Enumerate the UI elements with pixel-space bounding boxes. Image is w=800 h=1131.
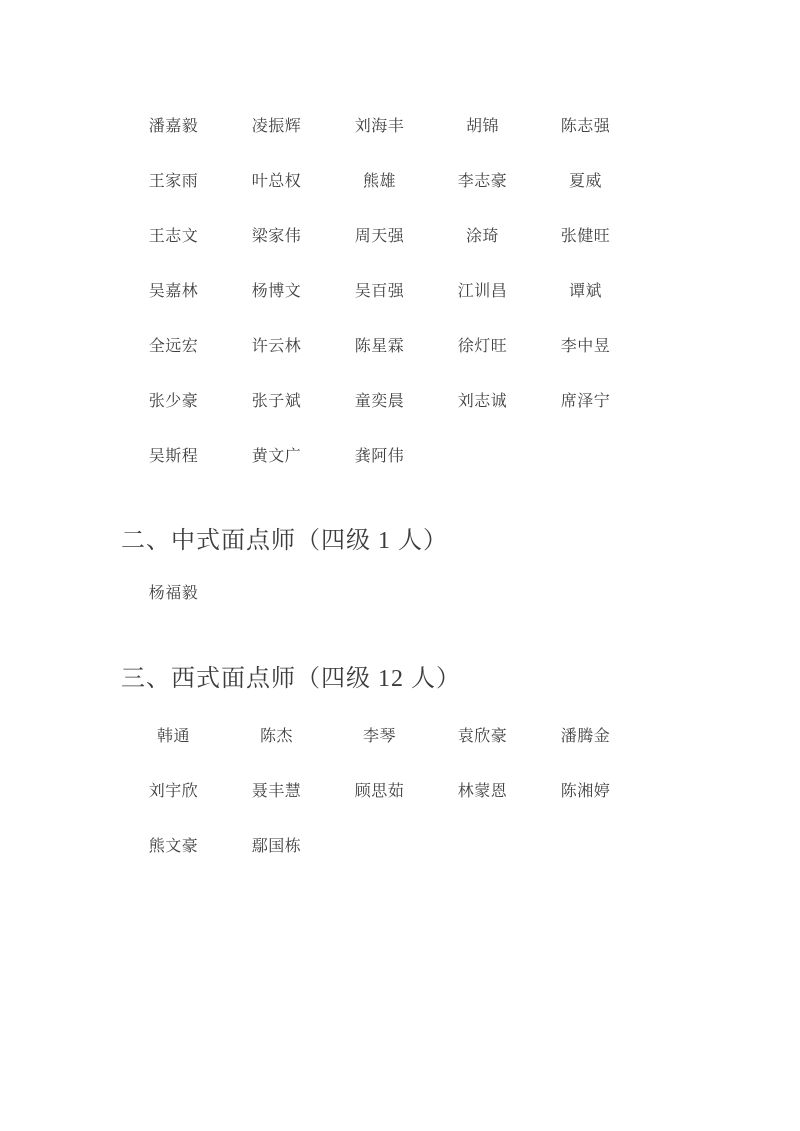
person-name: 陈湘婷 <box>560 783 611 800</box>
person-name: 韩通 <box>156 728 190 745</box>
person-name: 夏威 <box>568 173 602 190</box>
person-name: 龚阿伟 <box>354 448 405 465</box>
person-name: 谭斌 <box>568 283 602 300</box>
person-name: 林蒙恩 <box>457 783 508 800</box>
name-row <box>122 372 637 427</box>
person-name: 潘嘉毅 <box>148 118 199 135</box>
person-name: 周天强 <box>354 228 405 245</box>
person-name: 张子斌 <box>251 393 302 410</box>
name-row <box>122 207 637 262</box>
person-name: 刘志诚 <box>457 393 508 410</box>
person-name: 李琴 <box>362 728 396 745</box>
person-name: 涂琦 <box>465 228 499 245</box>
name-row <box>122 317 637 372</box>
person-name: 吴嘉林 <box>148 283 199 300</box>
person-name: 鄢国栋 <box>251 838 302 855</box>
name-grid-section-2 <box>122 564 637 619</box>
person-name: 顾思茹 <box>354 783 405 800</box>
person-name: 杨福毅 <box>148 585 199 602</box>
person-name: 徐灯旺 <box>457 338 508 355</box>
person-name: 陈星霖 <box>354 338 405 355</box>
person-name: 袁欣豪 <box>457 728 508 745</box>
person-name: 张健旺 <box>560 228 611 245</box>
person-name: 张少豪 <box>148 393 199 410</box>
name-row <box>122 564 637 619</box>
name-row <box>122 762 637 817</box>
person-name: 江训昌 <box>457 283 508 300</box>
person-name: 许云林 <box>251 338 302 355</box>
section-heading-western-pastry-chef: 三、西式面点师（四级 12 人） <box>121 666 461 692</box>
person-name: 李志豪 <box>457 173 508 190</box>
person-name: 胡锦 <box>465 118 499 135</box>
name-grid-section-1 <box>122 97 637 482</box>
name-row <box>122 427 637 482</box>
person-name: 聂丰慧 <box>251 783 302 800</box>
person-name: 刘宇欣 <box>148 783 199 800</box>
name-grid-section-3 <box>122 707 637 872</box>
person-name: 黄文广 <box>251 448 302 465</box>
person-name: 陈杰 <box>259 728 293 745</box>
person-name: 梁家伟 <box>251 228 302 245</box>
person-name: 席泽宁 <box>560 393 611 410</box>
person-name: 吴百强 <box>354 283 405 300</box>
person-name: 王志文 <box>148 228 199 245</box>
name-row <box>122 262 637 317</box>
name-row <box>122 707 637 762</box>
person-name: 刘海丰 <box>354 118 405 135</box>
person-name: 王家雨 <box>148 173 199 190</box>
person-name: 熊雄 <box>362 173 396 190</box>
person-name: 李中昱 <box>560 338 611 355</box>
person-name: 凌振辉 <box>251 118 302 135</box>
person-name: 吴斯程 <box>148 448 199 465</box>
name-row <box>122 152 637 207</box>
person-name: 全远宏 <box>148 338 199 355</box>
person-name: 潘腾金 <box>560 728 611 745</box>
person-name: 陈志强 <box>560 118 611 135</box>
person-name: 童奕晨 <box>354 393 405 410</box>
name-row <box>122 97 637 152</box>
person-name: 杨博文 <box>251 283 302 300</box>
person-name: 熊文豪 <box>148 838 199 855</box>
person-name: 叶总权 <box>251 173 302 190</box>
section-heading-chinese-pastry-chef: 二、中式面点师（四级 1 人） <box>121 528 448 554</box>
name-row <box>122 817 637 872</box>
